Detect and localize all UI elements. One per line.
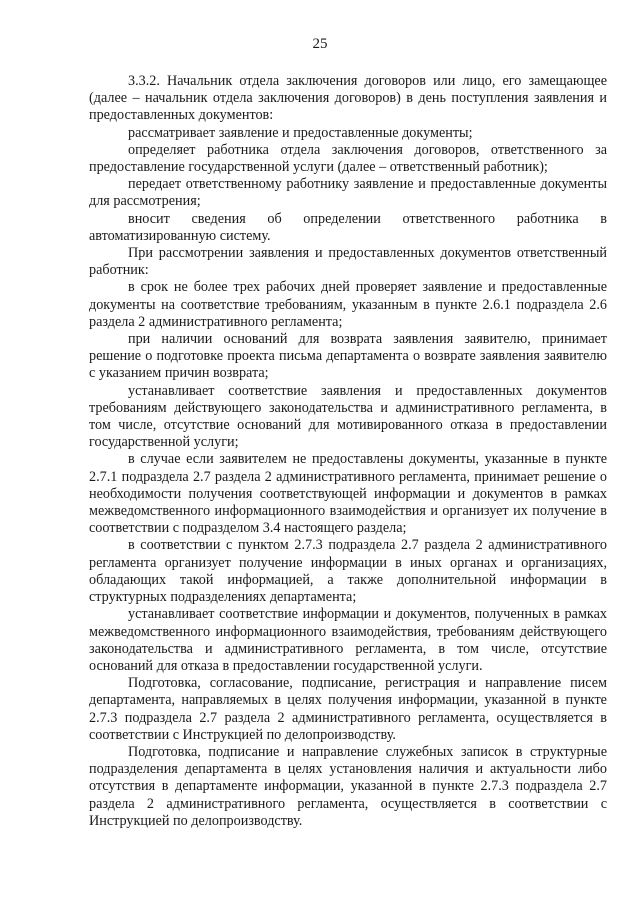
page-number: 25	[312, 36, 328, 52]
document-body	[89, 73, 607, 830]
paragraph-transfers-documents: передает ответственному работнику заявление и предоставленные документы для рассмотрения;	[89, 176, 607, 210]
paragraph-3-3-2: 3.3.2. Начальник отдела заключения договоров или лицо, его замещающее (далее – начальник отдела заключения договоров) в день поступления заявления и предоставленных документов:	[89, 73, 607, 124]
paragraph-return-decision: при наличии оснований для возврата заявления заявителю, принимает решение о подготовке проекта письма департамента о возврате заявления заявителю с указанием причин возврата;	[89, 331, 607, 382]
paragraph-responsible-employee-intro: При рассмотрении заявления и предоставленных документов ответственный работник:	[89, 245, 607, 279]
paragraph-enters-information: вносит сведения об определении ответственного работника в автоматизированную систему.	[89, 210, 607, 244]
paragraph-establishes-compliance: устанавливает соответствие заявления и предоставленных документов требованиям действующего законодательства и административного регламента, в том числе, отсутствие оснований для мотивированного отказа в предоставлении государственной услуги;	[89, 382, 607, 451]
paragraph-interagency-compliance: устанавливает соответствие информации и документов, полученных в рамках межведомственного информационного взаимодействия, требованиям действующего законодательства и административного регламента, в том числе, отсутствие оснований для отказа в предоставлении государственной услуги.	[89, 606, 607, 674]
paragraph-reviews-application: рассматривает заявление и предоставленные документы;	[128, 124, 473, 141]
paragraph-letters-preparation: Подготовка, согласование, подписание, регистрация и направление писем департамента, направляемых в целях получения информации, указанной в пункте 2.7.3 подраздела 2.7 раздела 2 административного регламента, осуществляется в соответствии с Инструкцией по делопроизводству.	[89, 675, 607, 743]
paragraph-assigns-employee: определяет работника отдела заключения договоров, ответственного за предоставление государственной услуги (далее – ответственный работник);	[89, 141, 607, 176]
paragraph-memos-preparation: Подготовка, подписание и направление служебных записок в структурные подразделения департамента в целях установления наличия и актуальности либо отсутствия в департаменте информации, указанной в пункте 2.7.3 подраздела 2.7 раздела 2 административного регламента, осуществляется в соответствии с Инструкцией по делопроизводству.	[89, 743, 607, 829]
paragraph-checks-application: в срок не более трех рабочих дней проверяет заявление и предоставленные документы на соответствие требованиям, указанным в пункте 2.6.1 подраздела 2.6 раздела 2 административного регламента;	[89, 279, 607, 330]
paragraph-obtains-information: в соответствии с пунктом 2.7.3 подраздела 2.7 раздела 2 административного регламента организует получение информации в иных органах и организациях, обладающих такой информацией, а также дополнительной информации в структурных подразделениях департамента;	[89, 537, 607, 606]
paragraph-missing-documents: в случае если заявителем не предоставлены документы, указанные в пункте 2.7.1 подраздела 2.7 раздела 2 административного регламента, принимает решение о необходимости получения соответствующей информации и документов в рамках межведомственного информационного взаимодействия и организует их получение в соответствии с подразделом 3.4 настоящего раздела;	[89, 451, 607, 537]
